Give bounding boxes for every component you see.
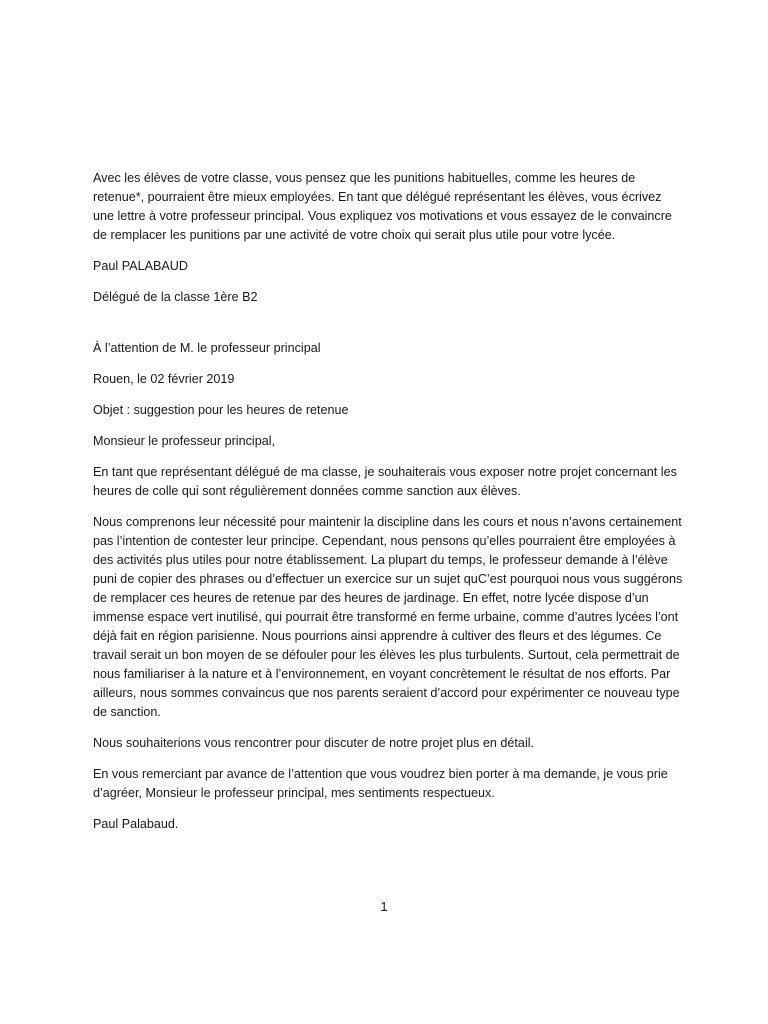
page-number: 1: [380, 899, 388, 914]
letter-paragraph-3: Nous souhaiterions vous rencontrer pour discuter de notre projet plus en détail.: [93, 736, 535, 750]
sender-name: Paul PALABAUD: [93, 259, 188, 273]
sender-role: Délégué de la classe 1ère B2: [93, 290, 258, 304]
letter-paragraph-2: Nous comprenons leur nécessité pour maintenir la discipline dans les cours et nous n’avons certainement pas l’intention de contester leur principe. Cependant, nous pensons qu’elles pourraient être employées à des activités plus utiles pour notre établissement. La plupart du temps, le professeur demande à l’élève puni de copier des phrases ou d’effectuer un exercice sur un sujet quC’est pourquoi nous vous suggérons de remplacer ces heures de retenue par des heures de jardinage. En effet, notre lycée dispose d’un immense espace vert inutilisé, qui pourrait être transformé en ferme urbaine, comme d’autres lycées l’ont déjà fait en région parisienne. Nous pourrions ainsi apprendre à cultiver des fleurs et des légumes. Ce travail serait un bon moyen de se défouler pour les élèves les plus turbulents. Surtout, cela permettrait de nous familiariser à la nature et à l’environnement, en voyant concrètement le résultat de nos efforts. Par ailleurs, nous sommes convaincus que nos parents seraient d’accord pour expérimenter ce nouveau type de sanction.: [93, 515, 683, 719]
assignment-prompt: Avec les élèves de votre classe, vous pensez que les punitions habituelles, comme les heures de retenue*, pourraient être mieux employées. En tant que délégué représentant les élèves, vous écrivez une lettre à votre professeur principal. Vous expliquez vos motivations et vous essayez de le convaincre de remplacer les punitions par une activité de votre choix qui serait plus utile pour votre lycée.: [93, 171, 672, 242]
document-body: [93, 169, 685, 846]
closing-formula: En vous remerciant par avance de l’attention que vous voudrez bien porter à ma demande, je vous prie d’agréer, Monsieur le professeur principal, mes sentiments respectueux.: [93, 767, 668, 800]
salutation: Monsieur le professeur principal,: [93, 434, 275, 448]
letter-paragraph-1: En tant que représentant délégué de ma classe, je souhaiterais vous exposer notre projet concernant les heures de colle qui sont régulièrement données comme sanction aux élèves.: [93, 465, 677, 498]
signature: Paul Palabaud.: [93, 817, 179, 831]
recipient-line: À l’attention de M. le professeur principal: [93, 341, 321, 355]
place-date-line: Rouen, le 02 février 2019: [93, 372, 235, 386]
subject-line: Objet : suggestion pour les heures de retenue: [93, 403, 349, 417]
